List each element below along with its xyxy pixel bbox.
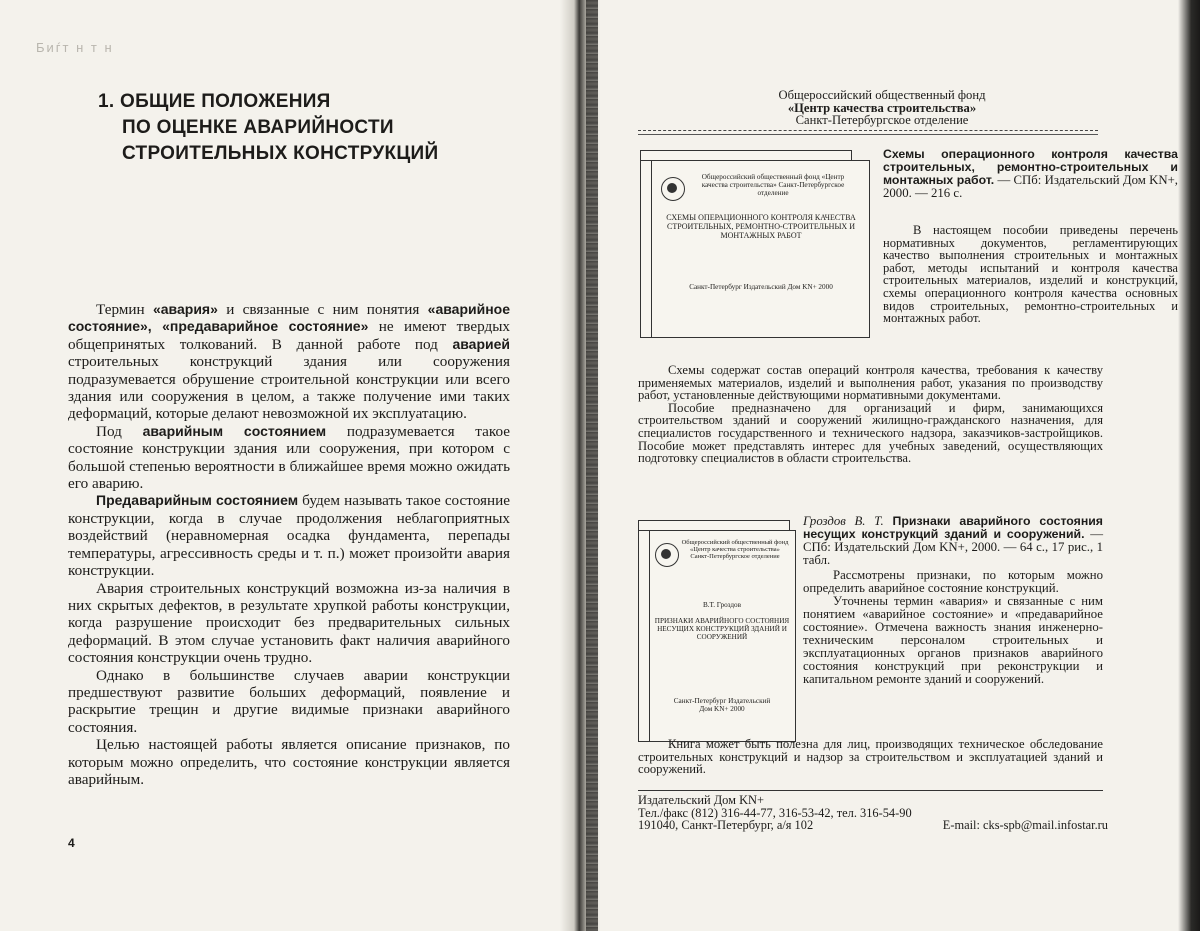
text-run: строительных конструкций здания или сооружения подразумевается обрушение строительной конструкции или всего здания или сооружения в целом, а также получение ими таких деформаций, которые делают невозможной их эксплуатацию. (68, 353, 510, 423)
text-run: Под (96, 422, 143, 440)
book-2-emblem-icon (655, 543, 679, 567)
publisher-line-3: Санкт-Петербургское отделение (795, 113, 969, 127)
publisher-footer (638, 794, 1108, 832)
page-edge-shadow (1178, 0, 1200, 931)
footer-address: 191040, Санкт-Петербург, а/я 102 (638, 818, 814, 833)
chapter-title-line-2: ПО ОЦЕНКЕ АВАРИЙНОСТИ (122, 117, 394, 138)
stray-print-marks: Биѓт н т н (36, 40, 114, 55)
publisher-line-1: Общероссийский общественный фонд (778, 88, 986, 102)
book-1-cover-footer: Санкт-Петербург Издательский Дом KN+ 2000 (689, 283, 833, 291)
text-run: не имеют твердых общепринятых толкований. В данной работе под (68, 318, 510, 353)
book-2-paragraph-2: Уточнены термин «авария» и связанные с ним понятием «аварийное состояние» и «предаварийное состояние». Отмечена важность знания инженерно-техническим персоналом строительных и эксплуатационных органов признаков аварийного состояния конструкций при реконструкции и капитальном ремонте зданий и сооружений. (803, 594, 1103, 686)
text-run: и связанные с ним понятия (217, 301, 428, 318)
gutter-shadow (586, 0, 598, 931)
footer-address-row (638, 819, 1108, 832)
book-1-emblem-icon (661, 177, 685, 201)
book-1-citation (883, 148, 1178, 200)
publisher-name: «Центр качества строительства» (787, 100, 977, 115)
chapter-title-line-3: СТРОИТЕЛЬНЫХ КОНСТРУКЦИЙ (122, 143, 439, 164)
paragraph-goal: Целью настоящей работы является описание признаков, по которым можно определить, что состояние конструкции является аварийным. (68, 736, 510, 788)
term-emergency-state: аварийным состоянием (142, 422, 327, 439)
book-2-title: Признаки аварийного состояния несущих конструкций зданий и сооружений. (803, 514, 1103, 541)
text-run: подразумевается такое состояние конструкции здания или сооружения, при котором с большой степенью вероятности в ближайшее время можно ожидать его аварию. (68, 422, 510, 493)
term-pre-emergency-state: Предаварийным состоянием (96, 492, 299, 509)
right-page (598, 0, 1178, 931)
book-2-citation (803, 515, 1103, 567)
book-2-paragraph-3: Книга может быть полезна для лиц, производящих техническое обследование строительных конструкций и надзор за строительством и эксплуатацией зданий и сооружений. (638, 737, 1103, 777)
book-2-cover-author: В.Т. Гроздов (702, 601, 742, 609)
book-2-spine (639, 531, 650, 741)
chapter-body (68, 301, 510, 788)
book-2-author: Гроздов В. Т. (803, 514, 884, 528)
page-number: 4 (68, 836, 75, 850)
book-2-cover-footer: Санкт-Петербург Издательский Дом KN+ 2000 (673, 697, 771, 713)
footer-email: E-mail: cks-spb@mail.infostar.ru (942, 818, 1108, 833)
book-2-description-continued (638, 738, 1103, 776)
paragraph-emergency-state (68, 423, 510, 493)
book-1-title: Схемы операционного контроля качества строительных, ремонтно-строительных и монтажных работ. (883, 147, 1178, 187)
paragraph-hidden-defects: Авария строительных конструкций возможна из-за наличия в них скрытых дефектов, в результате хрупкой работы конструкции, когда разрушение происходит без предварительных сильных деформаций. В этом случае установить факт наличия аварийного состояния конструкции очень трудно. (68, 579, 510, 667)
left-page (0, 0, 560, 931)
footer-publisher: Издательский Дом KN+ (638, 793, 764, 807)
book-1-spine (641, 161, 652, 337)
header-rule (638, 134, 1098, 135)
book-2-paragraph-1: Рассмотрены признаки, по которым можно определить аварийное состояние конструкций. (803, 568, 1103, 595)
book-1-cover-header: Общероссийский общественный фонд «Центр качества строительства» Санкт-Петербургское отделение (701, 173, 845, 197)
paragraph-pre-emergency-state (68, 492, 510, 579)
header-rule-dashed (638, 130, 1098, 131)
book-1-imprint: — СПб: Издательский Дом KN+, 2000. — 216 с. (883, 173, 1178, 200)
book-1-paragraph-2: Схемы содержат состав операций контроля качества, требования к качеству применяемых материалов, изделий и выполнения работ, указания по производству работ, установленные действующими нормативными документами. (638, 363, 1103, 403)
term-accident: «авария» (152, 301, 218, 317)
book-2-entry (803, 515, 1103, 686)
book-1-description-continued (638, 364, 1103, 465)
book-1-paragraph-1: В настоящем пособии приведены перечень нормативных документов, регламентирующих качество выполнения строительных и монтажных работ, методы испытаний и контроля качества строительных материалов, изделий и конструкций, схемы операционного контроля качества основных видов строительных, ремонтно-строительных и монтажных работ. (883, 223, 1178, 326)
chapter-title-line-1: 1. ОБЩИЕ ПОЛОЖЕНИЯ (98, 91, 331, 112)
footer-phones: Тел./факс (812) 316-44-77, 316-53-42, тел. 316-54-90 (638, 805, 912, 820)
footer-rule (638, 790, 1103, 791)
book-1-paragraph-3: Пособие предназначено для организаций и фирм, занимающихся строительством зданий и сооружений жилищно-гражданского назначения, для специалистов государственного и технического надзора, заказчиков-застройщиков. Пособие может представлять интерес для учебных заведений, осуществляющих подготовку специалистов в области строительства. (638, 400, 1103, 466)
book-1-cover-image (640, 160, 870, 338)
term-accident-2: аварией (452, 335, 510, 352)
paragraph-definition-accident (68, 301, 510, 423)
paragraph-deformations: Однако в большинстве случаев аварии конструкции предшествуют развитие больших деформаций, появление и раскрытие трещин и другие видимые признаки аварийного состояния. (68, 666, 510, 736)
book-1-cover-title: СХЕМЫ ОПЕРАЦИОННОГО КОНТРОЛЯ КАЧЕСТВА СТРОИТЕЛЬНЫХ, РЕМОНТНО-СТРОИТЕЛЬНЫХ И МОНТАЖНЫХ РАБОТ (666, 213, 856, 240)
chapter-title (98, 89, 478, 167)
text-run: Термин (96, 301, 153, 318)
publisher-header (692, 89, 1072, 127)
book-1-description (883, 224, 1178, 325)
book-2-cover-header: Общероссийский общественный фонд «Центр качества строительства» Санкт-Петербургское отделение (681, 539, 789, 560)
text-run: будем называть такое состояние конструкции, когда в случае продолжения неблагоприятных воздействий (неравномерная осадка фундамента, перепады температуры, агрессивность среды и т. п.) может произойти авария конструкции. (68, 492, 510, 580)
book-2-cover-title: ПРИЗНАКИ АВАРИЙНОГО СОСТОЯНИЯ НЕСУЩИХ КОНСТРУКЦИЙ ЗДАНИЙ И СООРУЖЕНИЙ (654, 617, 790, 641)
book-2-imprint: — СПб: Издательский Дом KN+, 2000. — 64 с., 17 рис., 1 табл. (803, 527, 1103, 567)
book-1-entry (883, 148, 1178, 200)
term-emergency-states: «аварийное состояние», «предаварийное состояние» (68, 301, 511, 335)
book-2-cover-image (638, 530, 796, 742)
